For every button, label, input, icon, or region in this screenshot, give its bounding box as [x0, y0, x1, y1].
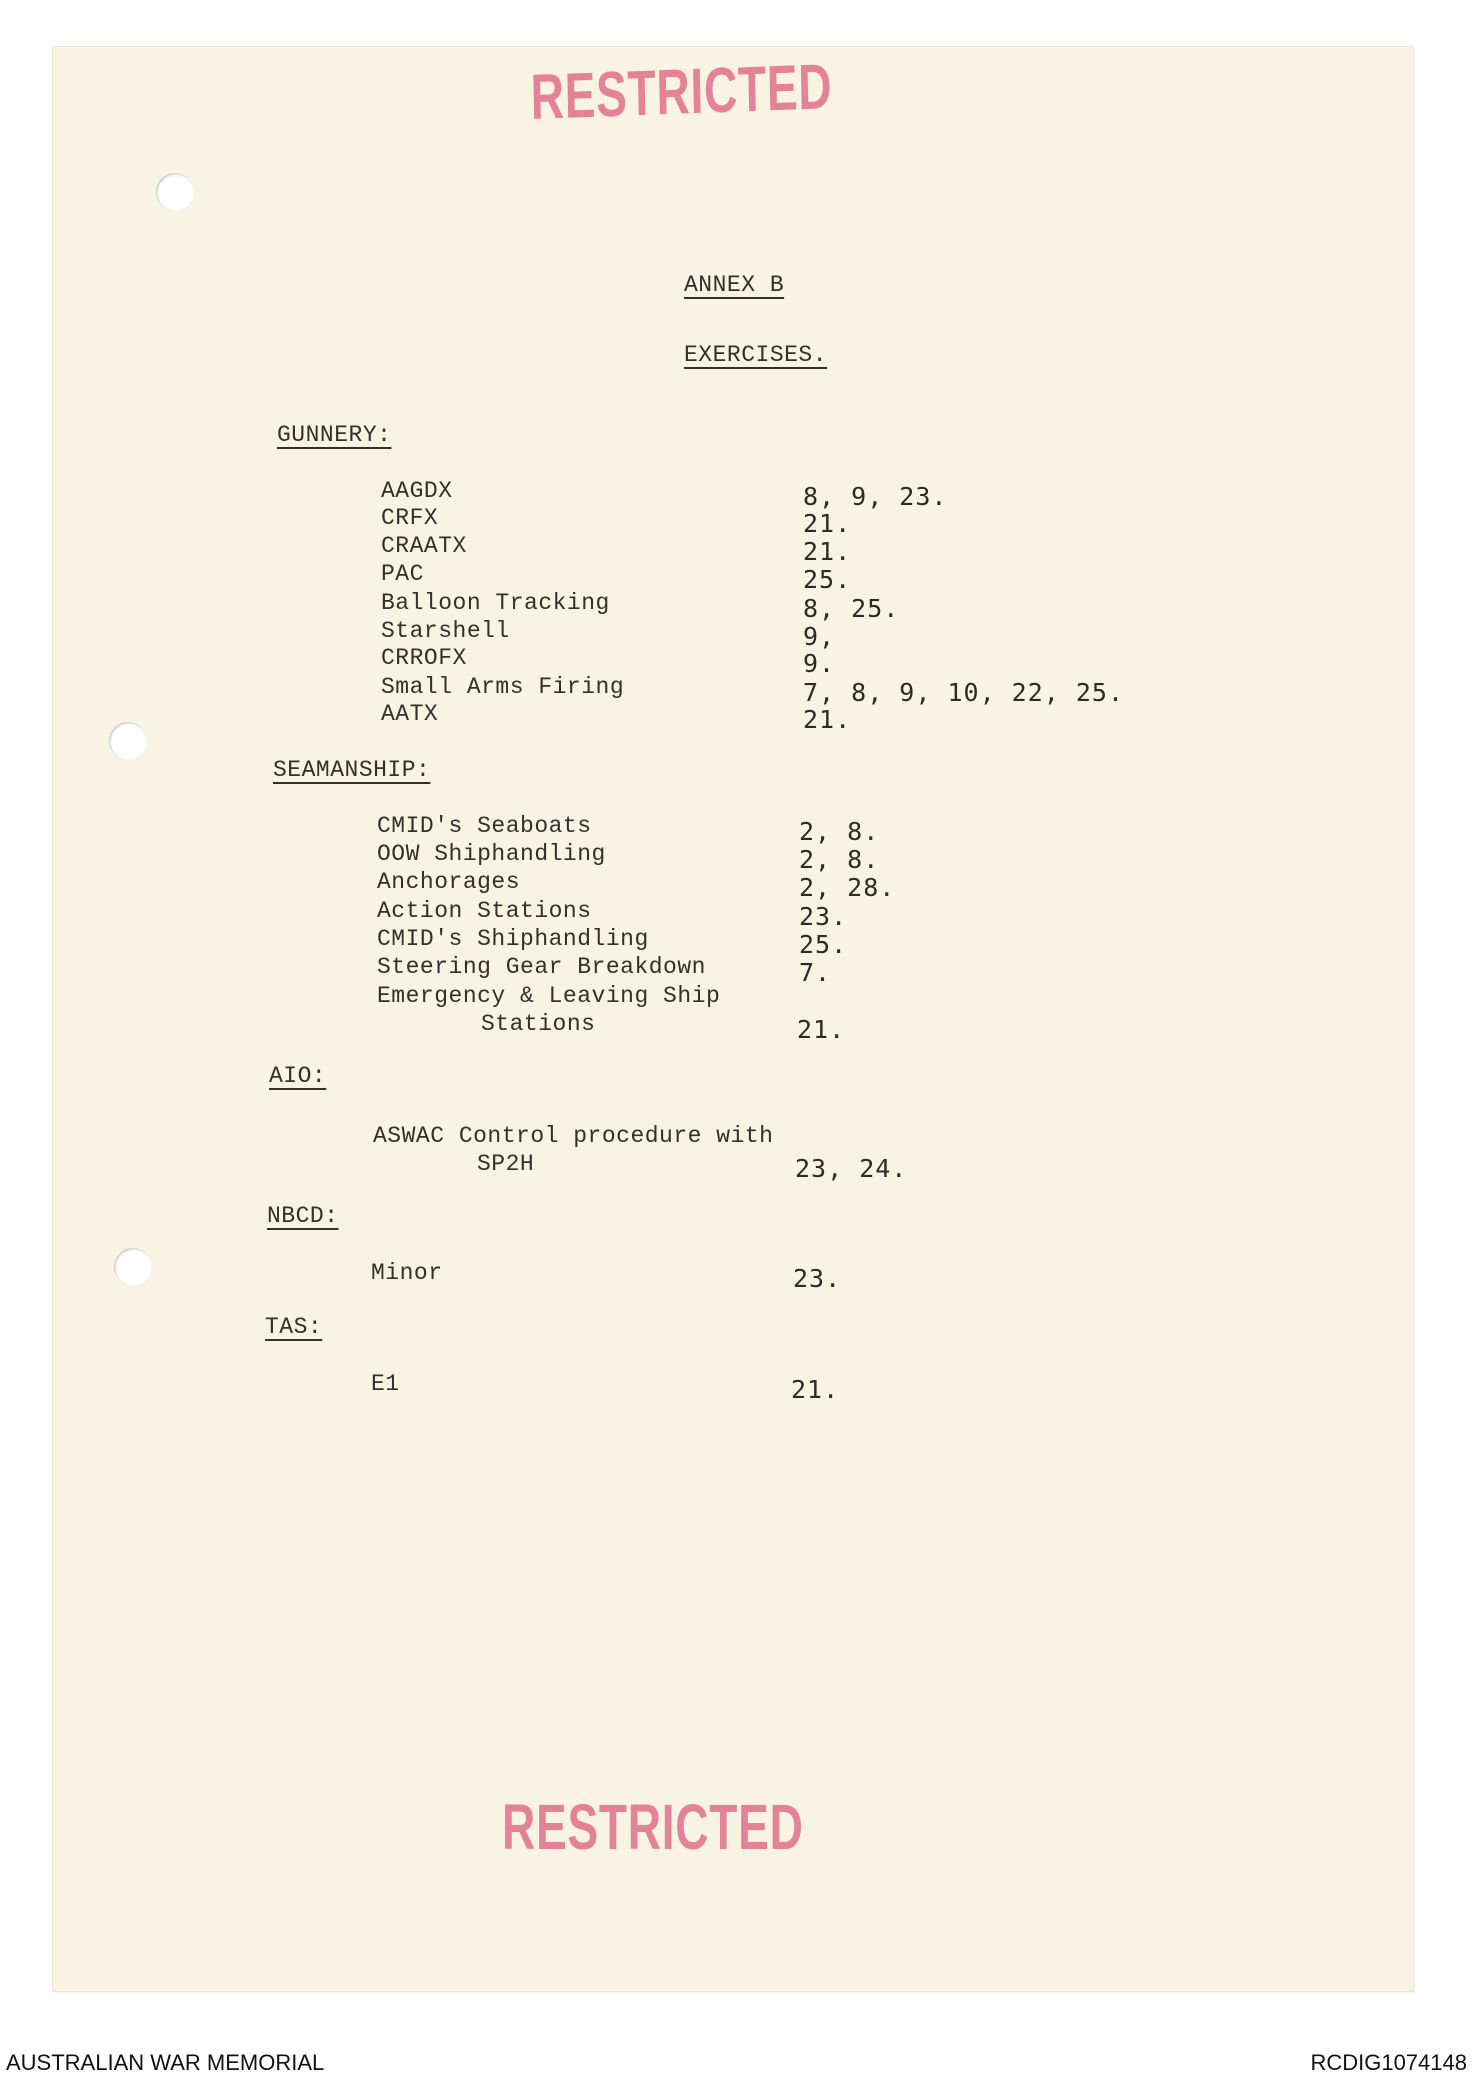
exercise-name: Anchorages — [377, 869, 521, 895]
exercise-days: 25. — [799, 930, 848, 959]
exercise-name: PAC — [381, 561, 424, 587]
exercise-days: 23, 24. — [795, 1154, 908, 1183]
exercise-days: 23. — [793, 1264, 842, 1293]
annex-label: ANNEX B — [684, 272, 785, 298]
section-title-seamanship: SEAMANSHIP: — [273, 757, 431, 783]
exercise-days: 8, 25. — [803, 594, 900, 623]
exercises-heading: EXERCISES. — [684, 342, 828, 368]
punch-hole-top — [156, 173, 194, 211]
exercise-name: CRROFX — [381, 645, 467, 671]
exercise-name: Steering Gear Breakdown — [377, 954, 706, 980]
exercise-days: 7, 8, 9, 10, 22, 25. — [803, 678, 1125, 707]
exercise-days: 7. — [799, 958, 832, 987]
exercise-name: Balloon Tracking — [381, 590, 610, 616]
exercise-name: Minor — [371, 1260, 443, 1286]
exercise-name: OOW Shiphandling — [377, 841, 606, 867]
exercise-name: Small Arms Firing — [381, 674, 625, 700]
exercise-name: Action Stations — [377, 898, 592, 924]
exercise-days: 25. — [803, 565, 852, 594]
exercise-name: Starshell — [381, 618, 510, 644]
exercise-days: 21. — [803, 705, 852, 734]
exercise-name: ASWAC Control procedure with — [373, 1123, 774, 1149]
exercise-name-continued: SP2H — [477, 1151, 535, 1177]
exercise-days: 21. — [803, 537, 852, 566]
exercise-days: 9, — [803, 622, 836, 651]
exercise-name: AATX — [381, 701, 439, 727]
exercise-days: 2, 8. — [799, 817, 880, 846]
archive-credit: AUSTRALIAN WAR MEMORIAL — [6, 2050, 325, 2075]
exercise-days: 2, 8. — [799, 845, 880, 874]
exercise-name: Emergency & Leaving Ship — [377, 983, 721, 1009]
exercise-name: CRFX — [381, 505, 439, 531]
restricted-stamp-bottom: RESTRICTED — [502, 1791, 804, 1863]
exercise-name: CMID's Shiphandling — [377, 926, 649, 952]
exercise-days: 9. — [803, 649, 836, 678]
exercise-name: CMID's Seaboats — [377, 813, 592, 839]
exercise-days: 21. — [803, 509, 852, 538]
exercise-name: CRAATX — [381, 533, 467, 559]
exercise-name: E1 — [371, 1371, 400, 1397]
exercise-days: 21. — [797, 1015, 846, 1044]
exercise-days: 21. — [791, 1375, 840, 1404]
exercise-name: AAGDX — [381, 478, 453, 504]
section-title-gunnery: GUNNERY: — [277, 422, 392, 448]
exercise-name-continued: Stations — [481, 1011, 596, 1037]
section-title-aio: AIO: — [269, 1063, 327, 1089]
section-title-tas: TAS: — [265, 1314, 323, 1340]
archive-reference: RCDIG1074148 — [1310, 2050, 1467, 2075]
exercise-days: 8, 9, 23. — [803, 482, 948, 511]
punch-hole-lower — [114, 1248, 152, 1286]
exercise-days: 2, 28. — [799, 873, 896, 902]
exercise-days: 23. — [799, 902, 848, 931]
punch-hole-middle — [109, 722, 147, 760]
section-title-nbcd: NBCD: — [267, 1203, 339, 1229]
restricted-stamp-top: RESTRICTED — [530, 50, 833, 133]
document-page — [52, 46, 1414, 1992]
